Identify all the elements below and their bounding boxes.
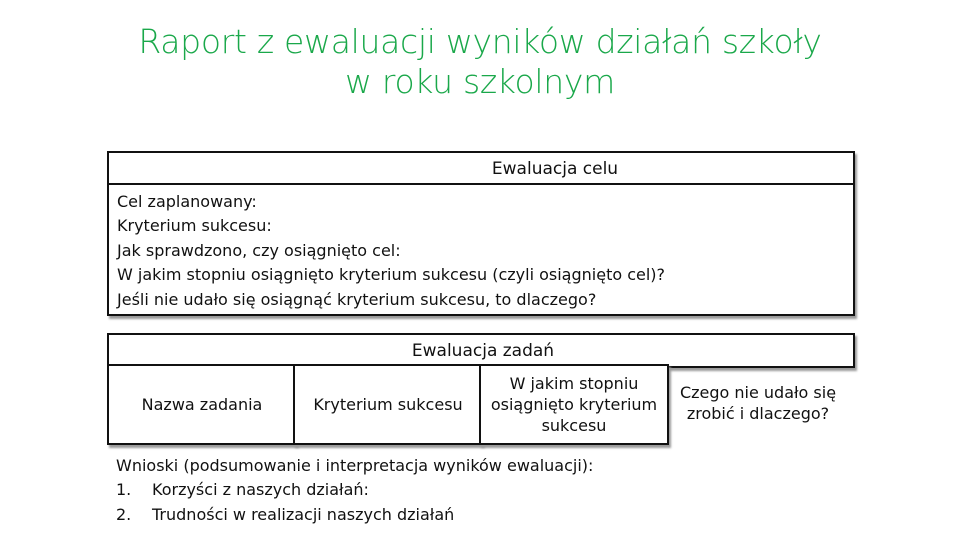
task-column-name-label: Nazwa zadania xyxy=(141,395,263,414)
conclusions-item-2-text: Trudności w realizacji naszych działań xyxy=(152,504,455,524)
goal-line-verification: Jak sprawdzono, czy osiągnięto cel: xyxy=(117,240,401,260)
goal-evaluation-box xyxy=(107,151,855,316)
goal-line-degree: W jakim stopniu osiągnięto kryterium sukcesu (czyli osiągnięto cel)? xyxy=(117,265,666,285)
task-column-criterion-label: Kryterium sukcesu xyxy=(313,395,463,414)
task-column-criterion xyxy=(293,364,483,445)
conclusions-item-1 xyxy=(116,478,593,502)
conclusions-item-2-number: 2. xyxy=(116,504,132,524)
conclusions xyxy=(116,454,593,527)
task-column-failures-label: Czego nie udało się zrobić i dlaczego? xyxy=(679,382,837,423)
conclusions-item-1-number: 1. xyxy=(116,480,132,500)
conclusions-item-1-text: Korzyści z naszych działań: xyxy=(152,480,369,500)
task-column-degree xyxy=(479,364,669,445)
goal-evaluation-header: Ewaluacja celu xyxy=(109,153,853,185)
task-evaluation-header: Ewaluacja zadań xyxy=(411,341,555,361)
goal-line-criterion: Kryterium sukcesu: xyxy=(117,216,272,236)
goal-evaluation-body xyxy=(109,185,853,312)
goal-line-failure-reason: Jeśli nie udało się osiągnąć kryterium sukcesu, to dlaczego? xyxy=(117,289,597,309)
task-evaluation-header-box xyxy=(107,333,855,368)
goal-line-planned: Cel zaplanowany: xyxy=(117,192,257,211)
task-column-degree-label: W jakim stopniu osiągnięto kryterium sukcesu xyxy=(490,374,658,435)
conclusions-item-2 xyxy=(116,503,593,527)
page-title xyxy=(0,22,960,102)
task-column-failures xyxy=(665,364,851,441)
task-column-name xyxy=(107,364,297,445)
title-line-1: Raport z ewaluacji wyników działań szkoły xyxy=(138,22,822,61)
conclusions-heading: Wnioski (podsumowanie i interpretacja wyników ewaluacji): xyxy=(116,456,594,475)
title-line-2: w roku szkolnym xyxy=(345,62,615,101)
